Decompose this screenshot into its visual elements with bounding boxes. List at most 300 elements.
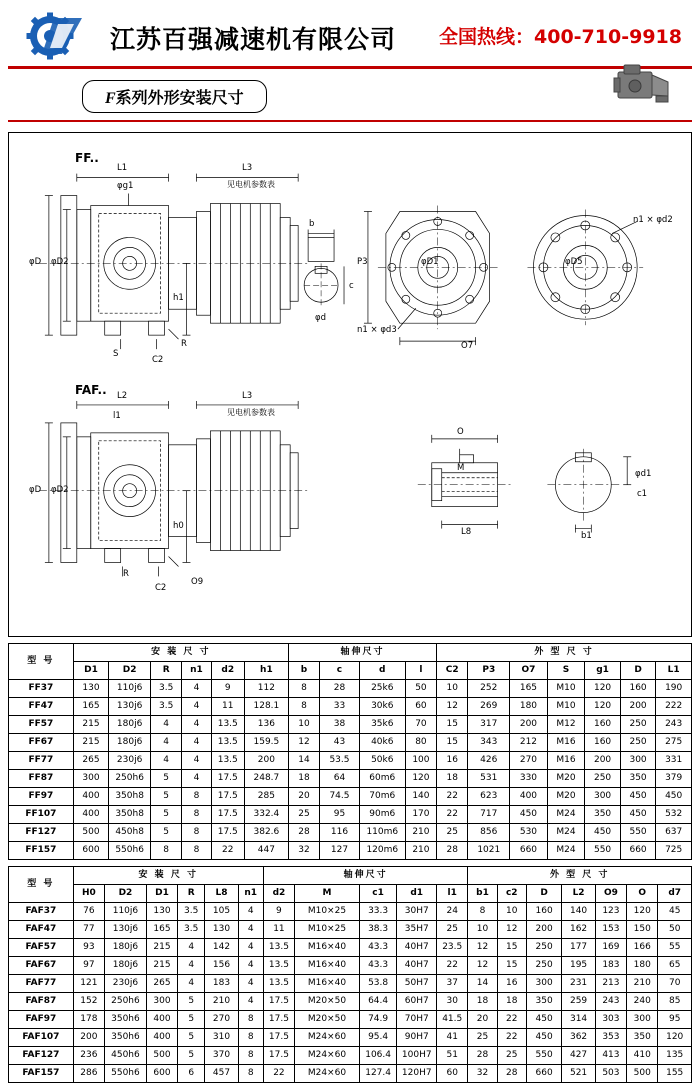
table-cell-model: FF57 (9, 716, 74, 734)
table-cell: 4 (178, 975, 205, 993)
faf-col-d2: d2 (263, 885, 294, 903)
table-cell: 400 (73, 806, 109, 824)
table-cell: 17.5 (211, 824, 244, 842)
table-cell: 32 (288, 842, 319, 860)
table-cell: 18 (437, 770, 468, 788)
dim-label-phiD2: φD2 (51, 257, 69, 267)
table-cell: 550 (620, 824, 656, 842)
table-cell: 140 (405, 788, 436, 806)
table-cell: 250h6 (105, 993, 147, 1011)
table-cell-model: FAF127 (9, 1047, 74, 1065)
table-cell: 25 (437, 921, 468, 939)
table-row (9, 1011, 692, 1029)
table-cell: 450 (620, 806, 656, 824)
table-cell: 4 (182, 752, 211, 770)
dim-label-phiD-b: φD (29, 485, 42, 495)
table-cell: 24 (437, 903, 468, 921)
gear-logo-icon (22, 12, 92, 60)
table-cell: 25 (288, 806, 319, 824)
table-cell: 303 (595, 1011, 626, 1029)
table-cell: 28 (288, 824, 319, 842)
ff-col-C2: C2 (437, 662, 468, 680)
faf-col-D1: D1 (146, 885, 177, 903)
table-cell: 11 (263, 921, 294, 939)
table-cell: 4 (178, 957, 205, 975)
table-cell: 160 (526, 903, 562, 921)
table-cell-model: FAF77 (9, 975, 74, 993)
table-cell: 400 (73, 788, 109, 806)
table-cell: 123 (595, 903, 626, 921)
table-cell: 130 (146, 903, 177, 921)
ff-col-D1: D1 (73, 662, 109, 680)
table-cell: 74.9 (359, 1011, 397, 1029)
table-cell: 210 (205, 993, 238, 1011)
table-cell-model: FAF67 (9, 957, 74, 975)
table-cell-model: FAF97 (9, 1011, 74, 1029)
table-cell: 450 (510, 806, 548, 824)
table-cell: 130j6 (105, 921, 147, 939)
table-cell: 60 (405, 698, 436, 716)
table-cell-model: FAF47 (9, 921, 74, 939)
table-cell: 5 (151, 770, 182, 788)
table-cell: 660 (526, 1065, 562, 1083)
table-cell: 450h6 (105, 1047, 147, 1065)
table-row (9, 716, 692, 734)
ff-col-L1: L1 (656, 662, 692, 680)
table-cell: 270 (205, 1011, 238, 1029)
dim-label-b: b (309, 219, 315, 229)
table-cell: 74.5 (320, 788, 360, 806)
table-cell: 13.5 (263, 939, 294, 957)
company-name: 江苏百强减速机有限公司 (110, 25, 397, 54)
table-cell: 11 (211, 698, 244, 716)
table-cell: 50H7 (397, 975, 437, 993)
table-cell: 600 (73, 842, 109, 860)
faf-col-b1: b1 (468, 885, 497, 903)
table-cell: 16 (437, 752, 468, 770)
ff-table-body (9, 680, 692, 860)
table-cell: 15 (497, 957, 526, 975)
table-cell: 18 (288, 770, 319, 788)
table-cell: 4 (182, 716, 211, 734)
table-cell: 8 (238, 1047, 263, 1065)
dim-label-P3: P3 (357, 257, 368, 267)
table-cell: 343 (468, 734, 510, 752)
table-cell: 93 (73, 939, 104, 957)
table-cell: 12 (468, 957, 497, 975)
table-cell: 300 (620, 752, 656, 770)
table-cell: 250 (620, 734, 656, 752)
drawing-svg (9, 133, 691, 636)
table-cell: 13.5 (263, 957, 294, 975)
table-cell: M10×25 (295, 903, 360, 921)
table-row (9, 939, 692, 957)
table-cell: 400 (146, 1011, 177, 1029)
table-cell-model: FAF37 (9, 903, 74, 921)
table-cell: 43 (320, 734, 360, 752)
table-cell: 447 (244, 842, 288, 860)
table-cell: 18 (497, 993, 526, 1011)
table-cell: 200 (244, 752, 288, 770)
table-cell: 15 (497, 939, 526, 957)
faf-col-n1: n1 (238, 885, 263, 903)
dim-label-c1: c1 (637, 489, 648, 499)
table-cell: 15 (437, 734, 468, 752)
table-cell: 550 (526, 1047, 562, 1065)
table-cell: 180j6 (109, 734, 151, 752)
table-row (9, 788, 692, 806)
table-cell: 350h8 (109, 788, 151, 806)
table-cell: 8 (238, 1065, 263, 1083)
table-row (9, 975, 692, 993)
table-cell: 23.5 (437, 939, 468, 957)
table-cell: 530 (510, 824, 548, 842)
table-cell: 250h6 (109, 770, 151, 788)
table-cell: 160 (585, 716, 621, 734)
table-cell: 53.5 (320, 752, 360, 770)
table-cell: 106.4 (359, 1047, 397, 1065)
table-cell: 64 (320, 770, 360, 788)
table-cell: 503 (595, 1065, 626, 1083)
section-titlebar (0, 70, 700, 128)
table-cell: 10 (468, 921, 497, 939)
table-cell: 177 (562, 939, 595, 957)
table-cell-model: FF37 (9, 680, 74, 698)
table-row (9, 993, 692, 1011)
dim-label-phid: φd (315, 313, 327, 323)
table-cell: 152 (73, 993, 104, 1011)
table-cell: 95 (658, 1011, 692, 1029)
table-cell: 265 (73, 752, 109, 770)
table-cell: 725 (656, 842, 692, 860)
table-cell: 370 (205, 1047, 238, 1065)
table-cell: 38 (320, 716, 360, 734)
table-cell: M16 (547, 734, 585, 752)
table-cell: 10 (497, 903, 526, 921)
table-cell: 32 (468, 1065, 497, 1083)
table-cell: 127.4 (359, 1065, 397, 1083)
table-cell: 243 (656, 716, 692, 734)
table-cell: 20 (468, 1011, 497, 1029)
ff-col-d2: d2 (211, 662, 244, 680)
table-cell: 16 (497, 975, 526, 993)
table-cell: 8 (468, 903, 497, 921)
table-cell: 531 (468, 770, 510, 788)
table-cell: 142 (205, 939, 238, 957)
table-cell: 166 (627, 939, 658, 957)
table-cell: 212 (510, 734, 548, 752)
table-cell: 222 (656, 698, 692, 716)
ff-dimension-table (8, 643, 692, 860)
table-cell: 100 (405, 752, 436, 770)
table-cell: 248.7 (244, 770, 288, 788)
table-cell: 127 (320, 842, 360, 860)
table-cell: 215 (73, 734, 109, 752)
table-cell: 4 (182, 734, 211, 752)
table-cell: 195 (562, 957, 595, 975)
dim-label-n1xd3: n1 × φd3 (357, 325, 397, 335)
drawing-view2-label: FAF.. (75, 383, 107, 397)
dim-label-O: O (457, 427, 464, 437)
table-cell: 110j6 (105, 903, 147, 921)
table-cell: 53.8 (359, 975, 397, 993)
table-cell: 637 (656, 824, 692, 842)
table-cell: 427 (562, 1047, 595, 1065)
table-cell: 28 (497, 1065, 526, 1083)
ff-group-shaft: 轴伸尺寸 (288, 644, 436, 662)
ff-col-d: d (359, 662, 405, 680)
dim-label-L3b: L3 (242, 391, 253, 401)
table-cell: 14 (468, 975, 497, 993)
table-cell: 200 (585, 752, 621, 770)
table-cell: 5 (151, 824, 182, 842)
table-cell: 70 (405, 716, 436, 734)
table-cell: 22 (437, 957, 468, 975)
table-row (9, 752, 692, 770)
table-cell-model: FF87 (9, 770, 74, 788)
dim-label-b1: b1 (581, 531, 592, 541)
faf-col-L2: L2 (562, 885, 595, 903)
table-cell: 25k6 (359, 680, 405, 698)
faf-col-c2: c2 (497, 885, 526, 903)
table-cell: 353 (595, 1029, 626, 1047)
table-cell: M10×25 (295, 921, 360, 939)
faf-col-d1: d1 (397, 885, 437, 903)
table-cell: 382.6 (244, 824, 288, 842)
dim-label-R-b: R (123, 569, 129, 579)
table-cell: 285 (244, 788, 288, 806)
table-cell: 22 (497, 1011, 526, 1029)
table-cell: 231 (562, 975, 595, 993)
table-cell: 120 (405, 770, 436, 788)
section-title-text: 系列外形安装尺寸 (115, 88, 244, 107)
table-cell: M16 (547, 752, 585, 770)
table-cell: M24 (547, 842, 585, 860)
table-cell: 12 (288, 734, 319, 752)
dim-label-h0: h0 (173, 521, 184, 531)
dim-label-M: M (457, 463, 465, 473)
table-cell: 120 (627, 903, 658, 921)
table-cell: 50k6 (359, 752, 405, 770)
table-cell: M24×60 (295, 1065, 360, 1083)
table-cell: 250 (526, 939, 562, 957)
table-cell: 240 (627, 993, 658, 1011)
table-cell-model: FAF87 (9, 993, 74, 1011)
table-cell: 110m6 (359, 824, 405, 842)
hotline-text: 全国热线：400-710-9918 (439, 26, 682, 48)
table-cell: 40H7 (397, 939, 437, 957)
section-title (82, 80, 267, 113)
table-cell: 426 (468, 752, 510, 770)
table-cell: 165 (146, 921, 177, 939)
table-cell: 120 (585, 698, 621, 716)
table-cell: 250 (620, 716, 656, 734)
table-cell: 379 (656, 770, 692, 788)
table-cell: 30k6 (359, 698, 405, 716)
table-cell: 35H7 (397, 921, 437, 939)
faf-col-D: D (526, 885, 562, 903)
table-cell: 250 (585, 770, 621, 788)
table-cell: 243 (595, 993, 626, 1011)
table-cell: 286 (73, 1065, 104, 1083)
table-cell: 350h6 (105, 1029, 147, 1047)
table-cell: 97 (73, 957, 104, 975)
dim-label-phiD2-b: φD2 (51, 485, 69, 495)
table-cell: 170 (405, 806, 436, 824)
table-cell: 330 (510, 770, 548, 788)
table-row (9, 903, 692, 921)
table-cell: 38.3 (359, 921, 397, 939)
table-cell: 265 (146, 975, 177, 993)
table-cell: 236 (73, 1047, 104, 1065)
table-cell: 1021 (468, 842, 510, 860)
faf-col-D2: D2 (105, 885, 147, 903)
table-cell: 215 (146, 957, 177, 975)
table-cell: 25 (437, 824, 468, 842)
table-cell: 350 (585, 806, 621, 824)
table-cell: 3.5 (151, 680, 182, 698)
table-cell: 116 (320, 824, 360, 842)
table-cell: M24 (547, 806, 585, 824)
ff-column-header-row (9, 662, 692, 680)
table-cell: 8 (238, 1029, 263, 1047)
table-cell: 180j6 (105, 957, 147, 975)
table-cell: 12 (497, 921, 526, 939)
table-cell: 22 (211, 842, 244, 860)
table-cell: 160 (585, 734, 621, 752)
table-cell: 10 (437, 680, 468, 698)
table-cell: 8 (182, 806, 211, 824)
table-cell: 41.5 (437, 1011, 468, 1029)
table-cell: 140 (562, 903, 595, 921)
table-cell: 300 (146, 993, 177, 1011)
table-cell: 450 (656, 788, 692, 806)
table-cell: 136 (244, 716, 288, 734)
table-row (9, 1065, 692, 1083)
table-cell: 3.5 (178, 903, 205, 921)
table-cell: M20 (547, 788, 585, 806)
table-cell: M10 (547, 680, 585, 698)
ff-col-O7: O7 (510, 662, 548, 680)
table-cell: 5 (178, 1011, 205, 1029)
table-cell: 500 (627, 1065, 658, 1083)
table-cell: M20×50 (295, 993, 360, 1011)
table-cell: 400 (146, 1029, 177, 1047)
table-cell: 450 (620, 788, 656, 806)
table-cell: 77 (73, 921, 104, 939)
table-cell: 300 (627, 1011, 658, 1029)
table-cell: 623 (468, 788, 510, 806)
table-cell-model: FF77 (9, 752, 74, 770)
table-cell: 135 (658, 1047, 692, 1065)
ff-col-l: l (405, 662, 436, 680)
table-cell: 4 (178, 939, 205, 957)
table-cell: M16×40 (295, 957, 360, 975)
table-cell: 5 (151, 788, 182, 806)
ff-col-g1: g1 (585, 662, 621, 680)
table-cell: 128.1 (244, 698, 288, 716)
table-cell: 30 (437, 993, 468, 1011)
table-cell: 8 (151, 842, 182, 860)
table-cell: 9 (263, 903, 294, 921)
table-cell: 50 (658, 921, 692, 939)
table-cell: 350 (526, 993, 562, 1011)
table-cell: 8 (288, 680, 319, 698)
table-row (9, 806, 692, 824)
table-cell: 64.4 (359, 993, 397, 1011)
table-cell: 43.3 (359, 957, 397, 975)
table-cell: 28 (437, 842, 468, 860)
table-cell: 121 (73, 975, 104, 993)
table-cell: 20 (288, 788, 319, 806)
dim-label-n1xd2: n1 × φd2 (633, 215, 673, 225)
table-cell: 183 (595, 957, 626, 975)
ff-col-D2: D2 (109, 662, 151, 680)
table-cell: 400 (510, 788, 548, 806)
dim-label-L8: L8 (461, 527, 472, 537)
table-cell: 317 (468, 716, 510, 734)
table-cell: M20 (547, 770, 585, 788)
table-cell: 8 (182, 788, 211, 806)
table-cell: 17.5 (263, 993, 294, 1011)
table-cell: 100H7 (397, 1047, 437, 1065)
table-cell: 362 (562, 1029, 595, 1047)
dim-label-O7: O7 (461, 341, 474, 351)
table-cell: 410 (627, 1047, 658, 1065)
table-cell: 4 (238, 975, 263, 993)
table-cell: 18 (468, 993, 497, 1011)
table-cell: 4 (238, 903, 263, 921)
table-cell: 180j6 (109, 716, 151, 734)
table-cell: 660 (510, 842, 548, 860)
dim-label-L2: L2 (117, 391, 128, 401)
table-cell: 210 (405, 824, 436, 842)
table-cell: 8 (288, 698, 319, 716)
table-cell: 17.5 (263, 1029, 294, 1047)
table-cell: M16×40 (295, 975, 360, 993)
header-divider (8, 66, 692, 69)
table-cell: 17.5 (263, 1011, 294, 1029)
table-cell: 35k6 (359, 716, 405, 734)
table-cell: 4 (151, 752, 182, 770)
table-cell: 165 (510, 680, 548, 698)
table-cell: 43.3 (359, 939, 397, 957)
table-cell: 521 (562, 1065, 595, 1083)
table-cell: M24×60 (295, 1029, 360, 1047)
table-cell: 14 (288, 752, 319, 770)
technical-drawing-panel (8, 132, 692, 637)
table-cell: 13.5 (211, 716, 244, 734)
table-cell: 4 (182, 680, 211, 698)
table-cell: 300 (73, 770, 109, 788)
table-cell: 8 (182, 842, 211, 860)
table-cell: 13.5 (211, 734, 244, 752)
table-cell: 17.5 (211, 788, 244, 806)
table-cell: 856 (468, 824, 510, 842)
table-cell: 90H7 (397, 1029, 437, 1047)
table-cell: 130j6 (109, 698, 151, 716)
dim-label-L3: L3 (242, 163, 253, 173)
dim-label-C2: C2 (152, 355, 164, 365)
faf-table-body (9, 903, 692, 1083)
table-cell: 155 (658, 1065, 692, 1083)
table-cell: 4 (238, 921, 263, 939)
table-cell: 8 (182, 824, 211, 842)
table-cell: 350 (620, 770, 656, 788)
table-cell: 413 (595, 1047, 626, 1065)
table-cell: 28 (320, 680, 360, 698)
table-row (9, 921, 692, 939)
